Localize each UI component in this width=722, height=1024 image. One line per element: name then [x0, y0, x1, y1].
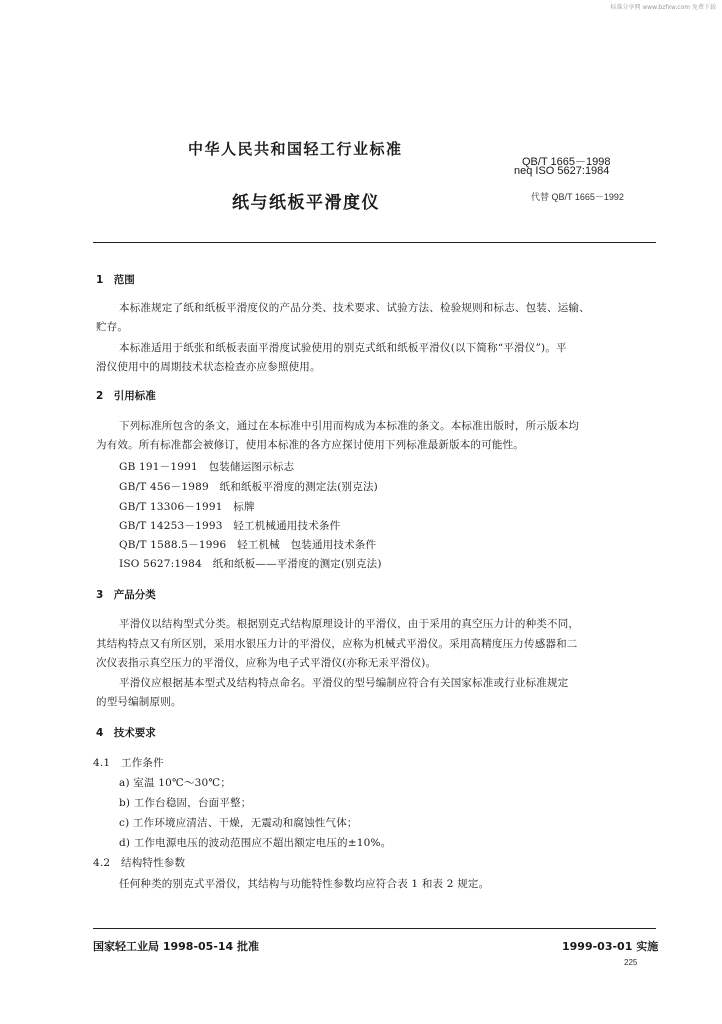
subsection-4-2-heading: 4.2 结构特性参数	[93, 857, 186, 869]
document-title: 纸与纸板平滑度仪	[232, 193, 380, 213]
watermark-text: 标准分享网 www.bzfxw.com 免费下载	[610, 4, 716, 11]
reference-item: GB 191－1991 包装储运图示标志	[119, 461, 295, 473]
section-1-paragraph-line: 本标准适用于纸张和纸板表面平滑度试验使用的别克式纸和纸板平滑仪(以下简称“平滑仪”)。平	[119, 342, 567, 354]
section-4-heading: 4 技术要求	[96, 727, 156, 739]
condition-item: c) 工作环境应清洁、干燥，无震动和腐蚀性气体；	[119, 817, 358, 829]
section-1-paragraph-line: 本标准规定了纸和纸板平滑度仪的产品分类、技术要求、试验方法、检验规则和标志、包装、运输、	[119, 302, 590, 314]
reference-item: GB/T 14253－1993 轻工机械通用技术条件	[119, 520, 341, 532]
section-3-paragraph-line: 次仪表指示真空压力的平滑仪，应称为电子式平滑仪(亦称无汞平滑仪)。	[96, 657, 437, 669]
reference-item: GB/T 456－1989 纸和纸板平滑度的测定法(别克法)	[119, 481, 378, 493]
section-2-paragraph-line: 为有效。所有标准都会被修订，使用本标准的各方应探讨使用下列标准最新版本的可能性。	[96, 439, 524, 451]
header-divider	[93, 242, 656, 243]
footer-divider	[93, 928, 656, 929]
condition-item: a) 室温 10℃～30℃；	[119, 777, 232, 789]
reference-item: GB/T 13306－1991 标牌	[119, 501, 255, 513]
section-2-paragraph-line: 下列标准所包含的条文，通过在本标准中引用而构成为本标准的条文。本标准出版时，所示版本均	[119, 420, 580, 432]
section-2-heading: 2 引用标准	[96, 390, 156, 402]
section-3-paragraph-line: 的型号编制原则。	[96, 696, 182, 708]
approval-date: 国家轻工业局 1998-05-14 批准	[93, 940, 260, 953]
issuing-organization: 中华人民共和国轻工行业标准	[188, 140, 403, 158]
condition-item: b) 工作台稳固，台面平整；	[119, 797, 252, 809]
section-4-paragraph-line: 任何种类的别克式平滑仪，其结构与功能特性参数均应符合表 1 和表 2 规定。	[119, 878, 490, 890]
replaced-standard: 代替 QB/T 1665－1992	[531, 192, 624, 202]
section-3-paragraph-line: 平滑仪以结构型式分类。根据别克式结构原理设计的平滑仪，由于采用的真空压力计的种类不同，	[119, 618, 580, 630]
reference-item: ISO 5627:1984 纸和纸板——平滑度的测定(别克法)	[119, 558, 382, 570]
standard-code: QB/T 1665－1998	[522, 156, 611, 168]
page-number: 225	[624, 958, 638, 967]
equivalent-standard: neq ISO 5627:1984	[514, 165, 610, 177]
section-3-paragraph-line: 平滑仪应根据基本型式及结构特点命名。平滑仪的型号编制应符合有关国家标准或行业标准规定	[119, 677, 569, 689]
effective-date: 1999-03-01 实施	[562, 940, 659, 953]
condition-item: d) 工作电源电压的波动范围应不超出额定电压的±10%。	[119, 837, 392, 849]
section-1-paragraph-line: 贮存。	[96, 321, 129, 333]
reference-item: QB/T 1588.5－1996 轻工机械 包装通用技术条件	[119, 539, 377, 551]
section-3-paragraph-line: 其结构特点又有所区别，采用水银压力计的平滑仪，应称为机械式平滑仪。采用高精度压力传感器和二	[96, 638, 578, 650]
section-3-heading: 3 产品分类	[96, 589, 156, 601]
section-1-heading: 1 范围	[96, 274, 135, 286]
subsection-4-1-heading: 4.1 工作条件	[93, 757, 164, 769]
section-1-paragraph-line: 滑仪使用中的周期技术状态检查亦应参照使用。	[96, 361, 321, 373]
